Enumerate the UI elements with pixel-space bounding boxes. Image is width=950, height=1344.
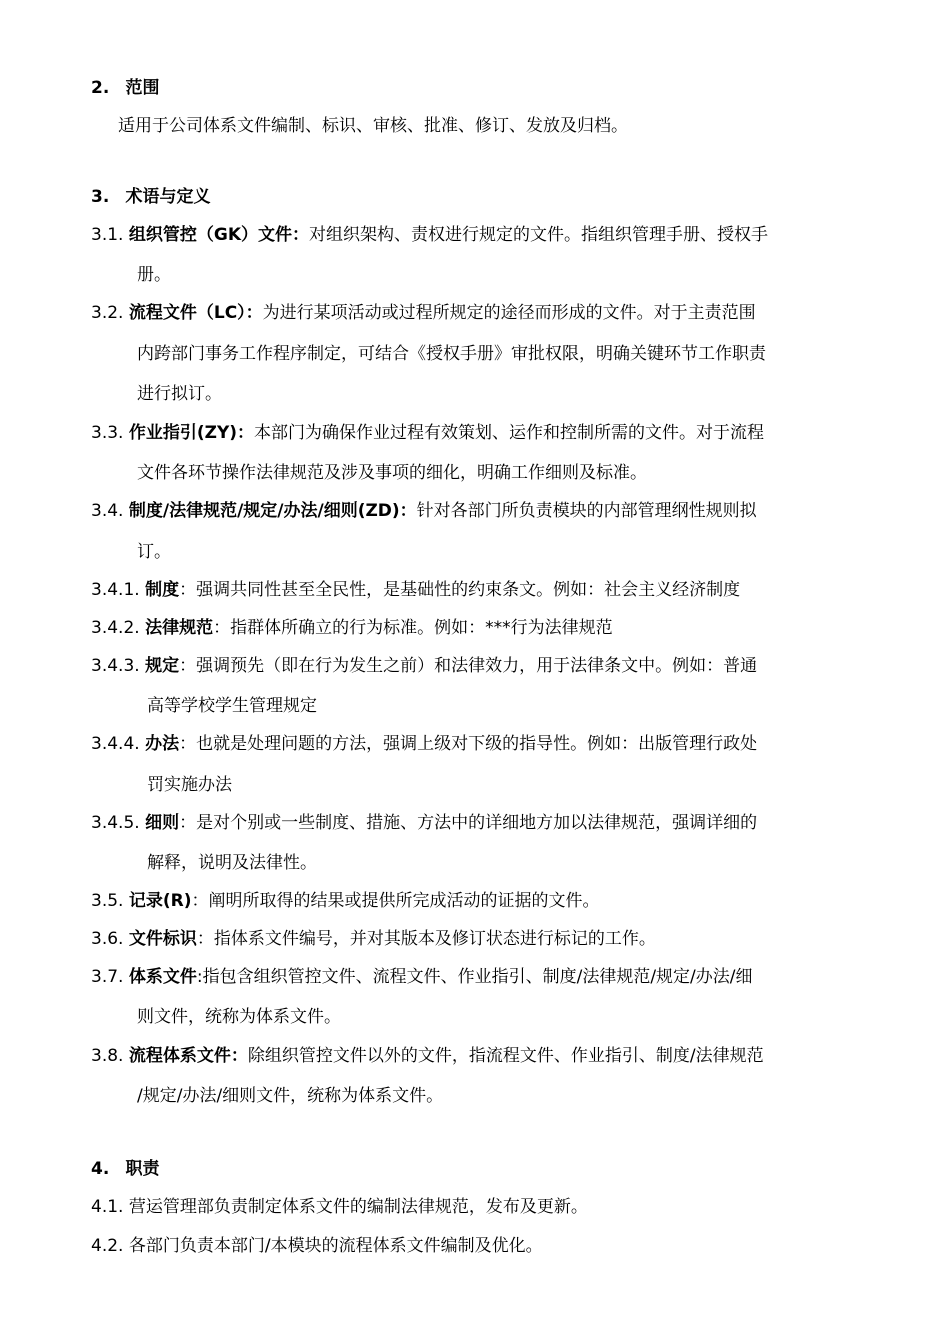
- term-label: 流程文件（LC）：: [128, 303, 263, 323]
- item-number: 3.4.5.: [91, 813, 140, 833]
- section-2-body: 适用于公司体系文件编制、标识、审核、批准、修订、发放及归档。: [118, 116, 628, 136]
- term-item: [91, 617, 613, 639]
- section-number: 4.: [91, 1159, 110, 1179]
- term-item: [91, 302, 756, 324]
- term-label: 制度: [145, 580, 180, 600]
- term-item: [91, 579, 740, 601]
- term-item: [91, 1045, 764, 1067]
- term-text: 对组织架构、责权进行规定的文件。指组织管理手册、授权手: [309, 225, 768, 245]
- item-number: 3.4.: [91, 501, 124, 521]
- term-text-cont: 进行拟订。: [137, 384, 222, 404]
- item-number: 3.4.4.: [91, 734, 140, 754]
- term-item: [91, 500, 757, 522]
- term-label: 体系文件: [128, 967, 197, 987]
- term-label: 办法: [145, 734, 180, 754]
- term-item: [91, 812, 757, 834]
- term-item: [91, 224, 768, 246]
- term-text: 为进行某项活动或过程所规定的途径而形成的文件。对于主责范围: [262, 303, 756, 323]
- term-text: ：阐明所取得的结果或提供所完成活动的证据的文件。: [191, 891, 600, 911]
- item-number: 4.1.: [91, 1197, 124, 1217]
- section-number: 3.: [91, 187, 110, 207]
- term-label: 文件标识: [128, 929, 197, 949]
- term-text: ：指体系文件编号，并对其版本及修订状态进行标记的工作。: [196, 929, 656, 949]
- term-text-cont: 罚实施办法: [147, 775, 232, 795]
- duty-text: 营运管理部负责制定体系文件的编制法律规范，发布及更新。: [128, 1197, 588, 1217]
- term-text-cont: 则文件，统称为体系文件。: [137, 1007, 341, 1027]
- section-title: 范围: [125, 78, 160, 98]
- term-text: ：是对个别或一些制度、措施、方法中的详细地方加以法律规范，强调详细的: [179, 813, 758, 833]
- section-4-heading: [91, 1158, 160, 1180]
- term-label: 规定: [145, 656, 180, 676]
- term-label: 作业指引(ZY)：: [128, 423, 255, 443]
- term-text-cont: 订。: [137, 542, 171, 562]
- item-number: 3.7.: [91, 967, 124, 987]
- term-label: 法律规范: [145, 618, 214, 638]
- term-label: 细则: [145, 813, 180, 833]
- section-title: 职责: [125, 1159, 160, 1179]
- term-text: 针对各部门所负责模块的内部管理纲性规则拟: [416, 501, 757, 521]
- item-number: 3.4.2.: [91, 618, 140, 638]
- section-2-heading: [91, 77, 160, 99]
- term-text-cont: 文件各环节操作法律规范及涉及事项的细化，明确工作细则及标准。: [137, 463, 647, 483]
- term-item: [91, 928, 656, 950]
- duty-item: [91, 1196, 588, 1218]
- term-label: 记录(R): [128, 891, 192, 911]
- term-item: [91, 422, 764, 444]
- item-number: 3.5.: [91, 891, 124, 911]
- term-text-cont: 解释，说明及法律性。: [147, 853, 317, 873]
- term-item: [91, 966, 753, 988]
- term-label: 组织管控（GK）文件：: [128, 225, 309, 245]
- section-title: 术语与定义: [125, 187, 211, 207]
- term-text: 除组织管控文件以外的文件，指流程文件、作业指引、制度/法律规范: [247, 1046, 764, 1066]
- term-label: 流程体系文件：: [128, 1046, 248, 1066]
- term-item: [91, 655, 757, 677]
- term-item: [91, 733, 757, 755]
- section-number: 2.: [91, 78, 110, 98]
- item-number: 3.4.1.: [91, 580, 140, 600]
- term-text: ：强调共同性甚至全民性，是基础性的约束条文。例如：社会主义经济制度: [179, 580, 741, 600]
- item-number: 3.6.: [91, 929, 124, 949]
- term-text-cont: 高等学校学生管理规定: [147, 696, 317, 716]
- duty-item: [91, 1235, 543, 1257]
- term-text-cont: /规定/办法/细则文件，统称为体系文件。: [137, 1086, 444, 1106]
- term-label: 制度/法律规范/规定/办法/细则(ZD)：: [128, 501, 417, 521]
- term-text: ：指群体所确立的行为标准。例如：***行为法律规范: [213, 618, 613, 638]
- term-text: 本部门为确保作业过程有效策划、运作和控制所需的文件。对于流程: [254, 423, 765, 443]
- duty-text: 各部门负责本部门/本模块的流程体系文件编制及优化。: [128, 1236, 543, 1256]
- item-number: 3.2.: [91, 303, 124, 323]
- item-number: 3.8.: [91, 1046, 124, 1066]
- term-text: ：也就是处理问题的方法，强调上级对下级的指导性。例如：出版管理行政处: [179, 734, 758, 754]
- item-number: 3.3.: [91, 423, 124, 443]
- item-number: 3.4.3.: [91, 656, 140, 676]
- term-text: :指包含组织管控文件、流程文件、作业指引、制度/法律规范/规定/办法/细: [196, 967, 753, 987]
- term-text-cont: 内跨部门事务工作程序制定，可结合《授权手册》审批权限，明确关键环节工作职责: [137, 344, 766, 364]
- item-number: 3.1.: [91, 225, 124, 245]
- term-text: ：强调预先（即在行为发生之前）和法律效力，用于法律条文中。例如：普通: [179, 656, 758, 676]
- section-3-heading: [91, 186, 211, 208]
- item-number: 4.2.: [91, 1236, 124, 1256]
- term-text-cont: 册。: [137, 265, 171, 285]
- term-item: [91, 890, 600, 912]
